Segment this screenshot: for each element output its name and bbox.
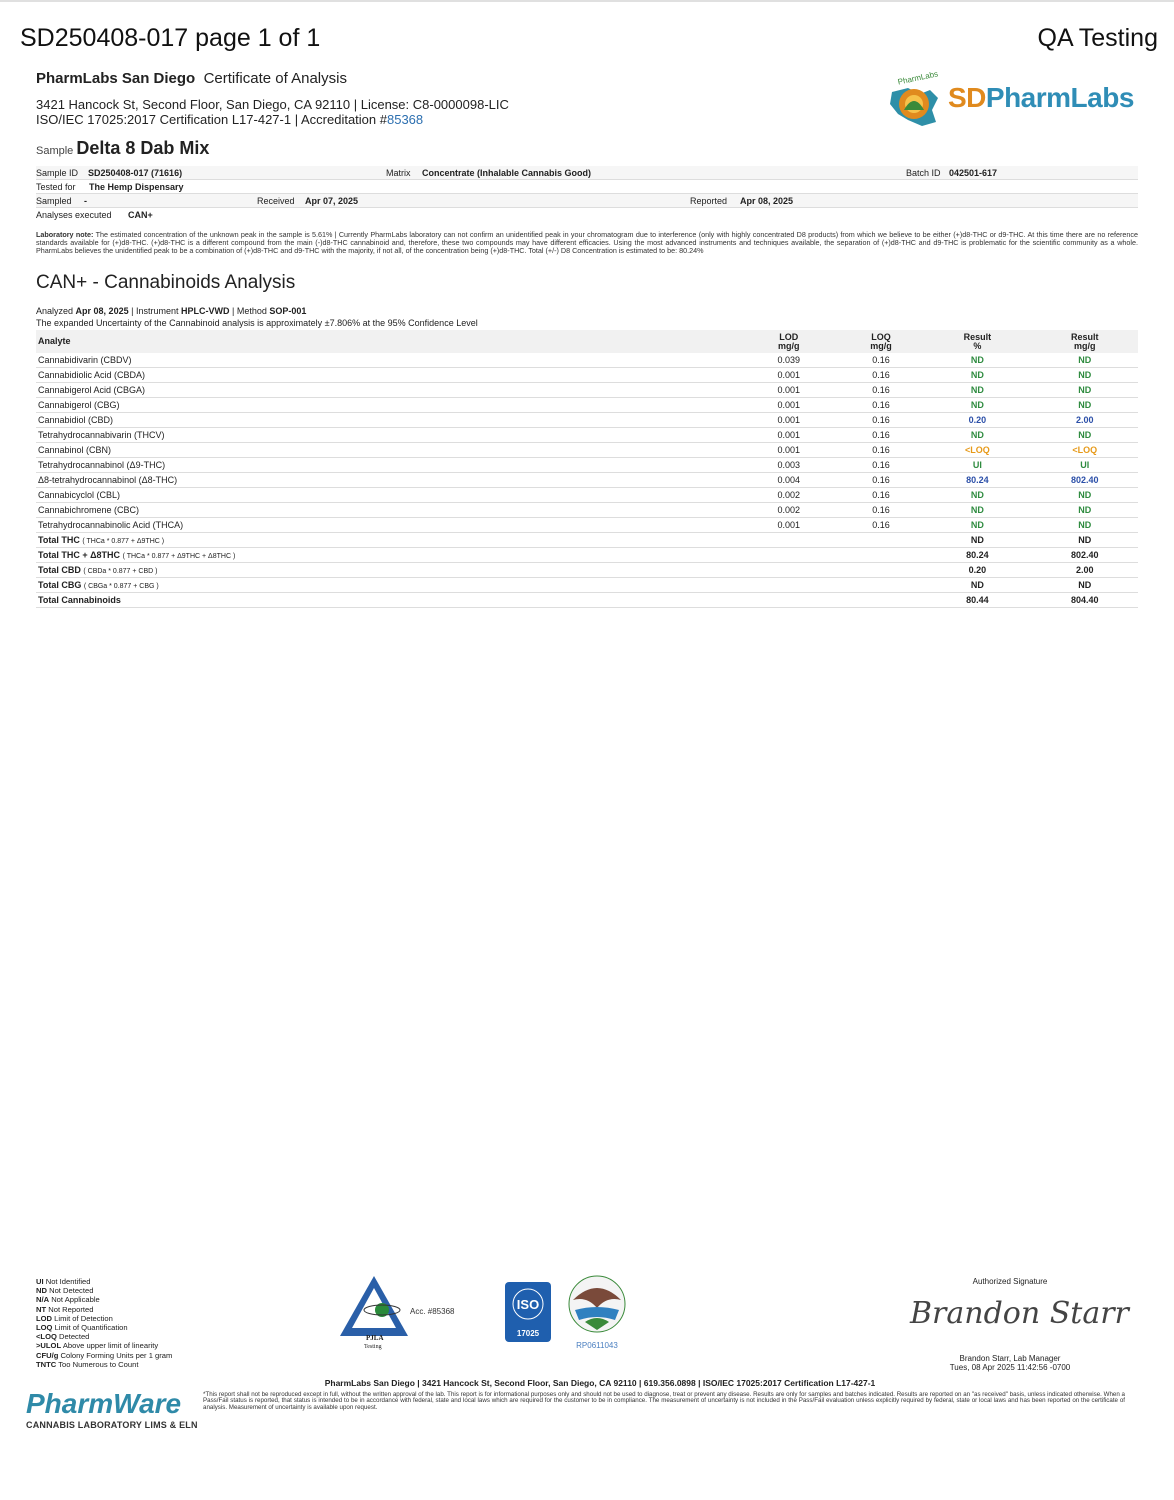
legend-abbr: UI [36, 1277, 44, 1286]
analyte-cell: Cannabigerol (CBG) [36, 398, 739, 413]
legend-text: Detected [59, 1332, 90, 1342]
analyte-cell: Cannabigerol Acid (CBGA) [36, 383, 739, 398]
sample-info [36, 166, 1138, 221]
total-mg-cell: 804.40 [1032, 593, 1138, 608]
analyte-cell: Cannabidivarin (CBDV) [36, 353, 739, 368]
table-row [36, 368, 1138, 383]
total-label: Total THC + Δ8THC [38, 550, 121, 560]
loq-cell: 0.16 [839, 473, 923, 488]
sample-id: SD250408-017 (71616) [88, 168, 183, 178]
result-mg-cell: UI [1032, 458, 1138, 473]
legend-abbr: CFU/g [36, 1350, 59, 1360]
result-pct-cell: ND [923, 488, 1031, 503]
total-pct-cell: ND [923, 578, 1031, 593]
total-label: Total THC [38, 535, 80, 545]
table-row [36, 458, 1138, 473]
table-row [36, 398, 1138, 413]
section-title: CAN+ - Cannabinoids Analysis [36, 272, 296, 293]
doc-type: Certificate of Analysis [203, 70, 347, 87]
analyte-cell: Tetrahydrocannabivarin (THCV) [36, 428, 739, 443]
table-header [36, 330, 1138, 353]
loq-cell: 0.16 [839, 413, 923, 428]
info-row [36, 180, 1138, 194]
total-row [36, 533, 1138, 548]
sample-name: Delta 8 Dab Mix [76, 138, 210, 158]
col-lod: LOD mg/g [739, 330, 839, 353]
lab-note [36, 231, 1138, 255]
legend-abbr: NT [36, 1304, 47, 1314]
analyte-cell: Cannabicyclol (CBL) [36, 488, 739, 503]
dea-badge [567, 1274, 627, 1350]
disclaimer: *This report shall not be reproduced except in full, without the written approval of the lab. This report is for informational purposes only and should not be used to diagnose, treat or prevent any disease. Results are only for samples and batches indicated. Results are reported on an "as received" basis, unless indicated otherwise. When a Pass/Fail status is reported, that status is intended to be in accordance with federal, state and local laws which are required for the customer to be in compliance. The measurement of uncertainty is not included in the Pass/Fail evaluation unless explicitly required by federal, state or local laws and has been reported on the certificate of analysis. Measurement of uncertainty is available upon request. [203, 1391, 1125, 1411]
lab-cert [36, 112, 509, 127]
logo-sd: SD [948, 82, 986, 113]
uncertainty-note: The expanded Uncertainty of the Cannabinoid analysis is approximately ±7.806% at the 95% Confidence Level [36, 318, 478, 328]
note-text: The estimated concentration of the unknown peak in the sample is 5.61% | Currently PharmLabs laboratory can not confirm an unidentified peak in your chromatogram due to interference (only with highly concentrated D8 products) from which we believe to be either (+)d8-THC or d9-THC. At this time there are no reference standards available for (+)d8-THC. (+)d8-THC is a different compound from the main (-)d8-THC cannabinoid and, therefore, these two compounds may have different efficacies. Using the most advanced instruments and techniques available, the separation of (+)d8-THC and d9-THC is problematic for the scientific community as a whole. PharmLabs believes the unidentified peak to be a combination of (+)d8-THC and d9-THC with the majority, if not all, of the concentration being (+)d8-THC. Total (+/-) D8 Concentration is estimated to be: 80.24% [36, 230, 1138, 255]
legend-item [36, 1323, 172, 1332]
instrument: HPLC-VWD [180, 306, 230, 316]
col-analyte: Analyte [36, 330, 739, 353]
top-border [0, 0, 1174, 2]
batch-label: Batch ID [906, 168, 941, 178]
sample-id-label: Sample ID [36, 168, 79, 178]
result-pct-cell: UI [923, 458, 1031, 473]
lod-cell: 0.001 [739, 443, 839, 458]
reported: Apr 08, 2025 [740, 196, 794, 206]
iso-badge [505, 1282, 551, 1342]
legend-abbr: LOQ [36, 1323, 53, 1333]
result-mg-cell: 802.40 [1032, 473, 1138, 488]
table-row [36, 353, 1138, 368]
legend-item [36, 1332, 172, 1341]
lod-cell: 0.004 [739, 473, 839, 488]
total-row [36, 578, 1138, 593]
analysis-meta [36, 305, 478, 329]
total-label-cell [36, 578, 739, 593]
legend [36, 1277, 172, 1369]
method-label: | Method [232, 306, 267, 316]
legend-item [36, 1351, 172, 1360]
empty-cell [839, 548, 923, 563]
footer-address: PharmLabs San Diego | 3421 Hancock St, Second Floor, San Diego, CA 92110 | 619.356.0898 | ISO/IEC 17025:2017 Certification L17-427-1 [324, 1378, 876, 1388]
loq-cell: 0.16 [839, 383, 923, 398]
received: Apr 07, 2025 [305, 196, 359, 206]
legend-abbr: <LOQ [36, 1332, 57, 1342]
total-label-cell [36, 533, 739, 548]
table-row [36, 443, 1138, 458]
analyzed-date: Apr 08, 2025 [75, 306, 129, 316]
table-row [36, 473, 1138, 488]
empty-cell [739, 578, 839, 593]
dea-num: RP0611043 [576, 1341, 618, 1350]
table-row [36, 488, 1138, 503]
legend-item [36, 1314, 172, 1323]
empty-cell [739, 593, 839, 608]
batch-id: 042501-617 [949, 168, 998, 178]
signature: Brandon Starr [910, 1296, 1129, 1331]
result-mg-cell: ND [1032, 518, 1138, 533]
logo-pharmlabs: PharmLabs [985, 82, 1134, 113]
legend-item [36, 1360, 172, 1369]
total-row [36, 563, 1138, 578]
total-formula: ( THCa * 0.877 + Δ9THC + Δ8THC ) [122, 553, 236, 560]
lab-address-block [36, 97, 509, 127]
cert-text: ISO/IEC 17025:2017 Certification L17-427-1 | Accreditation # [36, 112, 387, 127]
lod-cell: 0.001 [739, 398, 839, 413]
tested-for: The Hemp Dispensary [89, 182, 184, 192]
analyses: CAN+ [128, 210, 153, 220]
total-label: Total Cannabinoids [38, 595, 121, 605]
signer-name: Brandon Starr, Lab Manager [959, 1354, 1061, 1363]
total-pct-cell: 80.24 [923, 548, 1031, 563]
lod-cell: 0.039 [739, 353, 839, 368]
sample-heading [36, 138, 209, 159]
matrix: Concentrate (Inhalable Cannabis Good) [422, 168, 592, 178]
note-label: Laboratory note: [36, 230, 94, 239]
empty-cell [839, 593, 923, 608]
analyses-label: Analyses executed [36, 210, 112, 220]
iso-num: 17025 [516, 1329, 540, 1338]
analyte-cell: Δ8-tetrahydrocannabinol (Δ8-THC) [36, 473, 739, 488]
analyte-cell: Tetrahydrocannabinolic Acid (THCA) [36, 518, 739, 533]
legend-abbr: ND [36, 1286, 47, 1296]
pharmware-logo [26, 1388, 198, 1430]
legend-abbr: LOD [36, 1313, 53, 1323]
loq-cell: 0.16 [839, 458, 923, 473]
legend-item [36, 1341, 172, 1350]
legend-abbr: TNTC [36, 1359, 57, 1369]
total-label-cell [36, 593, 739, 608]
method: SOP-001 [269, 306, 307, 316]
result-pct-cell: 0.20 [923, 413, 1031, 428]
analyzed-label: Analyzed [36, 306, 74, 316]
sampled: - [84, 196, 87, 206]
legend-item [36, 1305, 172, 1314]
table-row [36, 428, 1138, 443]
result-mg-cell: ND [1032, 428, 1138, 443]
col-loq: LOQ mg/g [839, 330, 923, 353]
lod-cell: 0.001 [739, 383, 839, 398]
analyte-cell: Cannabinol (CBN) [36, 443, 739, 458]
analyte-cell: Cannabidiol (CBD) [36, 413, 739, 428]
lab-address: 3421 Hancock St, Second Floor, San Diego, CA 92110 | License: C8-0000098-LIC [36, 97, 509, 112]
loq-cell: 0.16 [839, 368, 923, 383]
legend-item [36, 1295, 172, 1304]
pjla-badge [338, 1274, 458, 1350]
legend-abbr: N/A [36, 1295, 50, 1305]
lod-cell: 0.001 [739, 368, 839, 383]
result-pct-cell: ND [923, 398, 1031, 413]
loq-cell: 0.16 [839, 353, 923, 368]
table-row [36, 518, 1138, 533]
result-pct-cell: ND [923, 383, 1031, 398]
accreditation-link[interactable]: 85368 [386, 112, 424, 127]
received-label: Received [257, 196, 295, 206]
analyte-cell: Tetrahydrocannabinol (Δ9-THC) [36, 458, 739, 473]
legend-text: Not Detected [49, 1286, 94, 1296]
total-formula: ( CBDa * 0.877 + CBD ) [83, 568, 158, 575]
page-title: SD250408-017 page 1 of 1 [20, 24, 321, 52]
total-label: Total CBD [38, 565, 81, 575]
info-row [36, 208, 1138, 221]
qa-label: QA Testing [1037, 24, 1158, 52]
total-pct-cell: 0.20 [923, 563, 1031, 578]
signer-block [930, 1354, 1090, 1372]
results-table [36, 330, 1138, 608]
info-row [36, 166, 1138, 180]
lod-cell: 0.002 [739, 488, 839, 503]
legend-text: Not Applicable [51, 1295, 100, 1305]
result-pct-cell: ND [923, 503, 1031, 518]
empty-cell [839, 533, 923, 548]
result-mg-cell: ND [1032, 353, 1138, 368]
empty-cell [739, 533, 839, 548]
pharmware-wordmark: PharmWare [26, 1388, 182, 1419]
empty-cell [839, 563, 923, 578]
pjla-sub: Testing [364, 1344, 382, 1350]
lod-cell: 0.003 [739, 458, 839, 473]
total-mg-cell: 2.00 [1032, 563, 1138, 578]
loq-cell: 0.16 [839, 443, 923, 458]
result-mg-cell: ND [1032, 488, 1138, 503]
total-formula: ( CBGa * 0.877 + CBG ) [83, 583, 159, 590]
table-row [36, 383, 1138, 398]
legend-text: Limit of Quantification [54, 1323, 128, 1333]
result-mg-cell: ND [1032, 368, 1138, 383]
instrument-label: | Instrument [131, 306, 179, 316]
result-mg-cell: <LOQ [1032, 443, 1138, 458]
loq-cell: 0.16 [839, 398, 923, 413]
result-mg-cell: 2.00 [1032, 413, 1138, 428]
total-mg-cell: ND [1032, 578, 1138, 593]
total-mg-cell: 802.40 [1032, 548, 1138, 563]
analyte-cell: Cannabidiolic Acid (CBDA) [36, 368, 739, 383]
reported-label: Reported [690, 196, 728, 206]
matrix-label: Matrix [386, 168, 411, 178]
total-row [36, 548, 1138, 563]
tested-for-label: Tested for [36, 182, 76, 192]
loq-cell: 0.16 [839, 503, 923, 518]
legend-text: Too Numerous to Count [58, 1359, 139, 1369]
result-pct-cell: ND [923, 428, 1031, 443]
total-formula: ( THCa * 0.877 + Δ9THC ) [82, 538, 165, 545]
total-row [36, 593, 1138, 608]
legend-text: Above upper limit of linearity [62, 1341, 159, 1351]
legend-item [36, 1277, 172, 1286]
lod-cell: 0.001 [739, 428, 839, 443]
sampled-label: Sampled [36, 196, 72, 206]
result-pct-cell: ND [923, 518, 1031, 533]
pharmware-tagline: CANNABIS LABORATORY LIMS & ELN [26, 1420, 198, 1430]
legend-abbr: >ULOL [36, 1341, 62, 1351]
result-pct-cell: ND [923, 368, 1031, 383]
result-pct-cell: ND [923, 353, 1031, 368]
sign-date: Tues, 08 Apr 2025 11:42:56 -0700 [949, 1363, 1071, 1372]
total-pct-cell: ND [923, 533, 1031, 548]
lab-name: PharmLabs San Diego [36, 70, 196, 87]
table-row [36, 413, 1138, 428]
result-pct-cell: <LOQ [923, 443, 1031, 458]
legend-text: Limit of Detection [54, 1313, 113, 1323]
empty-cell [739, 563, 839, 578]
result-pct-cell: 80.24 [923, 473, 1031, 488]
lod-cell: 0.001 [739, 413, 839, 428]
total-mg-cell: ND [1032, 533, 1138, 548]
total-label-cell [36, 563, 739, 578]
total-label: Total CBG [38, 580, 82, 590]
table-row [36, 503, 1138, 518]
legend-text: Colony Forming Units per 1 gram [60, 1350, 173, 1360]
result-mg-cell: ND [1032, 503, 1138, 518]
lod-cell: 0.002 [739, 503, 839, 518]
result-mg-cell: ND [1032, 383, 1138, 398]
total-pct-cell: 80.44 [923, 593, 1031, 608]
pjla-name: PJLA [366, 1334, 384, 1342]
col-result-mg: Result mg/g [1032, 330, 1138, 353]
auth-signature-label: Authorized Signature [972, 1277, 1048, 1286]
legend-text: Not Identified [45, 1277, 91, 1286]
loq-cell: 0.16 [839, 518, 923, 533]
col-result-pct: Result % [923, 330, 1031, 353]
lab-heading [36, 70, 347, 87]
iso-name: ISO [516, 1297, 540, 1312]
analyte-cell: Cannabichromene (CBC) [36, 503, 739, 518]
loq-cell: 0.16 [839, 428, 923, 443]
logo-wordmark [948, 82, 1134, 114]
result-mg-cell: ND [1032, 398, 1138, 413]
pjla-acc: Acc. #85368 [410, 1307, 455, 1316]
legend-text: Not Reported [48, 1304, 94, 1314]
loq-cell: 0.16 [839, 488, 923, 503]
legend-item [36, 1286, 172, 1295]
empty-cell [839, 578, 923, 593]
empty-cell [739, 548, 839, 563]
sample-label: Sample [36, 145, 74, 157]
total-label-cell [36, 548, 739, 563]
info-row [36, 194, 1138, 208]
logo-arc-text: PharmLabs [896, 70, 939, 87]
lod-cell: 0.001 [739, 518, 839, 533]
